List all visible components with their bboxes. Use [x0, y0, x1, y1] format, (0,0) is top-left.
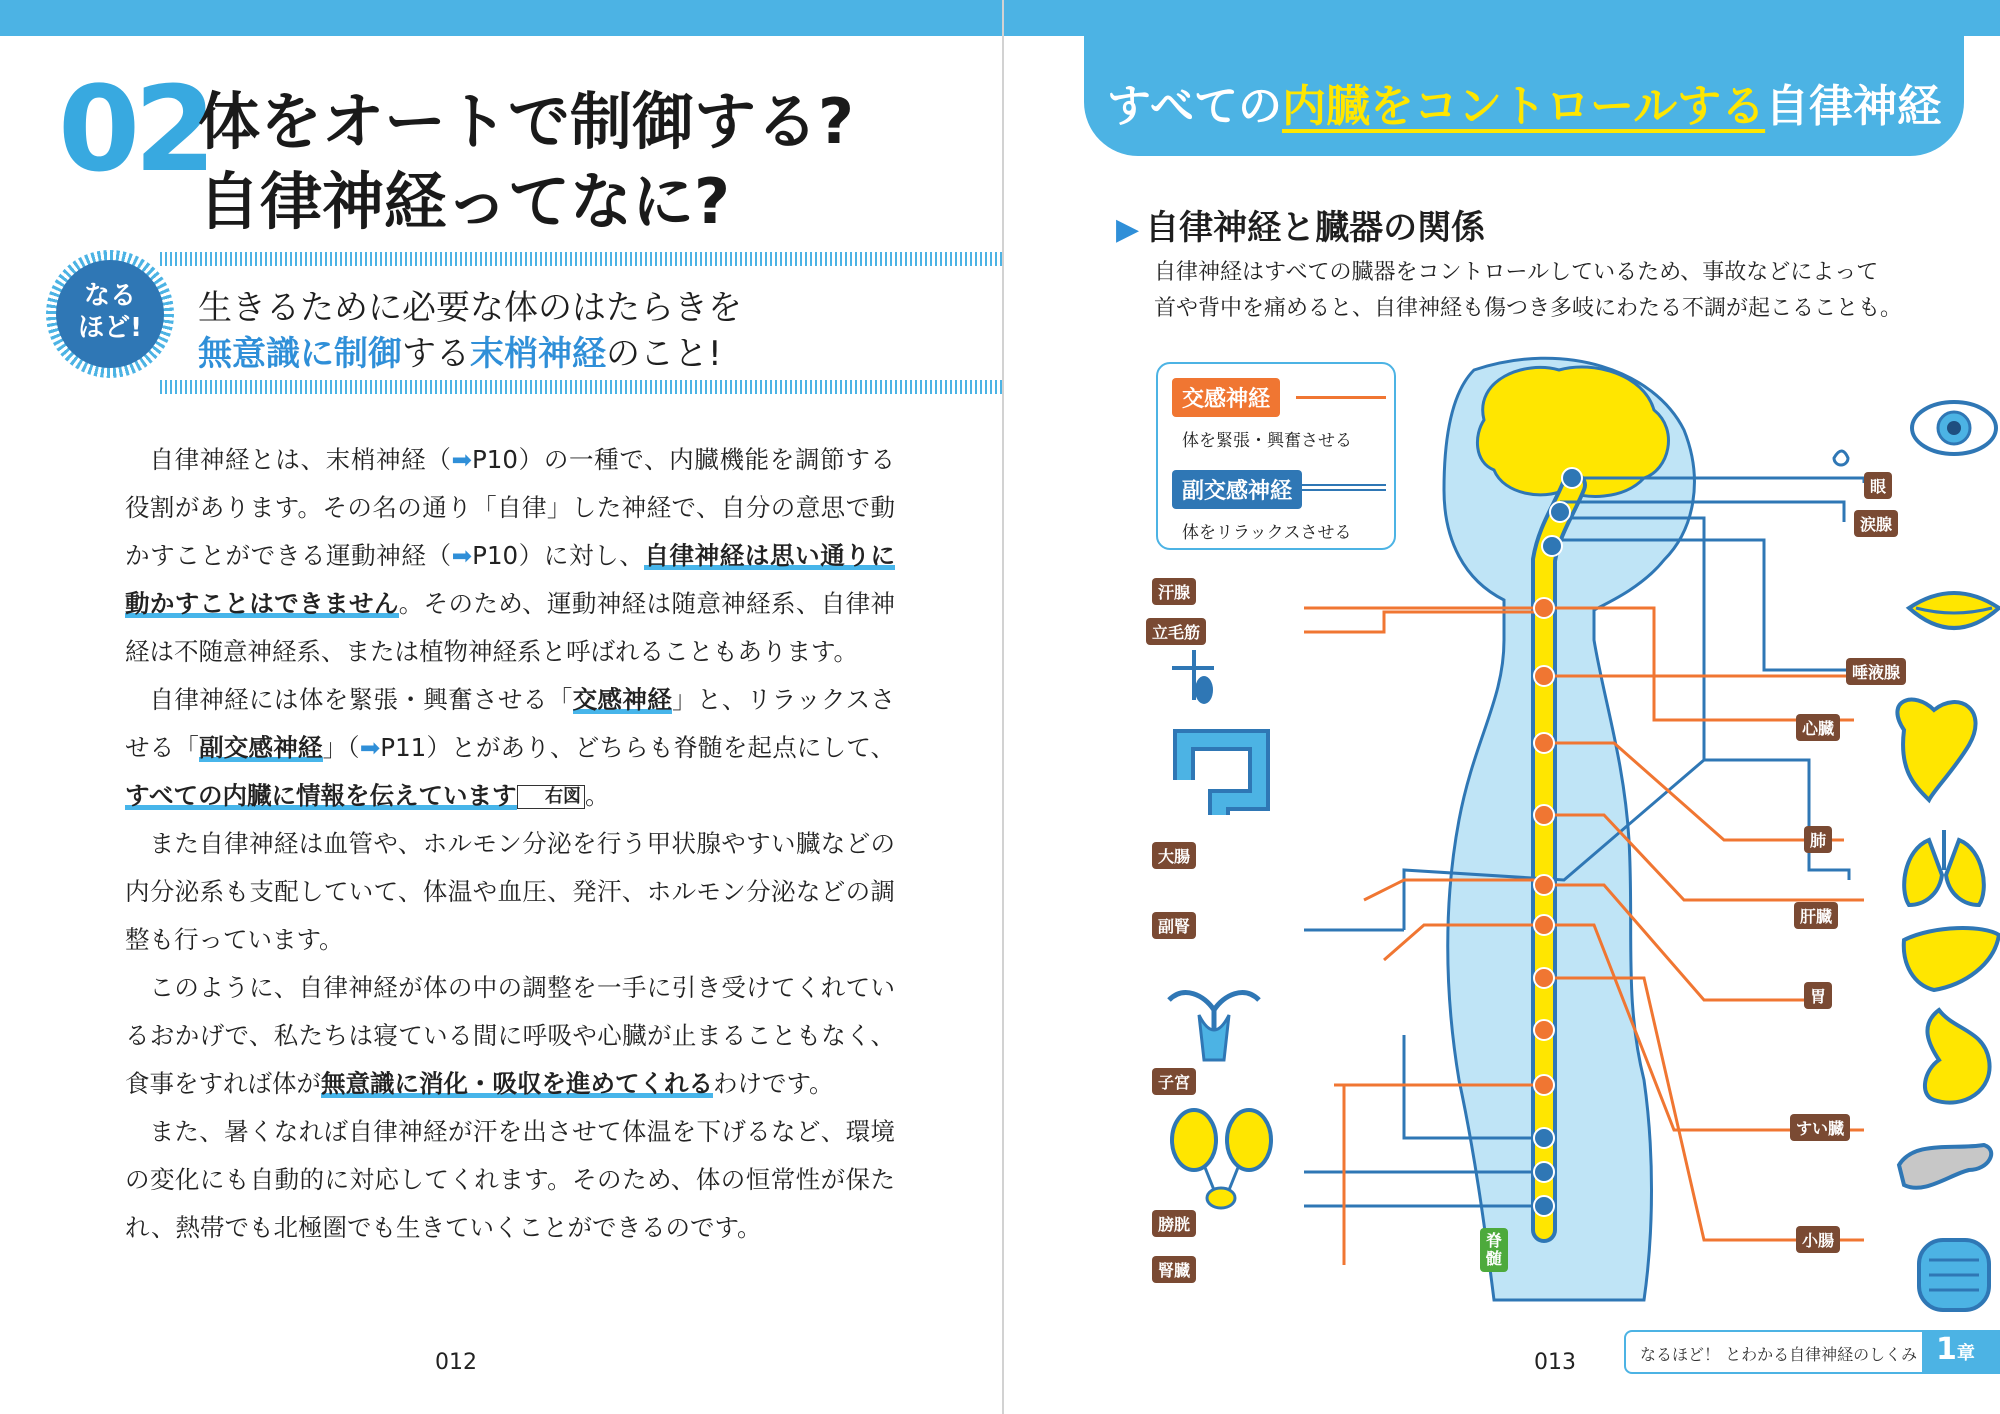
p2-underlined-3: すべての内臓に情報を伝えています — [125, 781, 517, 810]
p2-text-d: ）とがあり、どちらも脊髄を起点にして、 — [426, 733, 896, 762]
pancreas-icon — [1899, 1145, 1991, 1188]
label-salivary: 唾液腺 — [1846, 658, 1906, 685]
lead-line2 — [198, 326, 722, 375]
p2-underlined-2: 副交感神経 — [199, 733, 323, 762]
page-title-line2: 自律神経ってなに? — [198, 165, 730, 238]
label-lung: 肺 — [1804, 826, 1832, 853]
mouth-icon — [1909, 593, 1999, 628]
triangle-bullet-icon: ▶ — [1116, 212, 1140, 247]
paragraph-4 — [125, 964, 895, 1108]
lead-text-d: のこと! — [606, 334, 722, 374]
label-pancreas: すい臓 — [1790, 1114, 1850, 1141]
p4-text-b: わけです。 — [713, 1069, 834, 1098]
label-arrector-pili: 立毛筋 — [1146, 618, 1206, 645]
paragraph-1 — [125, 436, 895, 676]
header-text-a: すべての — [1106, 81, 1282, 132]
section-title-text: 自律神経と臓器の関係 — [1145, 208, 1486, 248]
arrow-icon: ➡ — [451, 445, 473, 474]
p1-ref1: P10 — [472, 445, 518, 474]
label-lacrimal: 涙腺 — [1854, 510, 1898, 537]
chapter-indicator — [1924, 1330, 2000, 1374]
page-title-line1: 体をオートで制御する? — [198, 85, 854, 158]
label-stomach: 胃 — [1804, 982, 1832, 1009]
small-intestine-icon — [1919, 1240, 1989, 1310]
label-heart: 心臓 — [1796, 714, 1840, 741]
footer-running-title: なるほど！ とわかる自律神経のしくみ — [1624, 1330, 1924, 1374]
label-uterus: 子宮 — [1152, 1068, 1196, 1095]
lead-highlight-c: 末梢神経 — [470, 334, 606, 374]
p1-ref2: P10 — [472, 541, 519, 570]
p2-text-c: 」（ — [322, 733, 360, 762]
top-band — [0, 0, 1002, 36]
legend-sympathetic-desc: 体を緊張・興奮させる — [1182, 431, 1352, 451]
lead-line1: 生きるために必要な体のはたらきを — [198, 288, 742, 328]
badge-line1: なる — [83, 281, 136, 311]
page-number-right: 013 — [1534, 1350, 1576, 1375]
legend-parasympathetic-desc: 体をリラックスさせる — [1182, 523, 1352, 543]
label-small-intestine: 小腸 — [1796, 1226, 1840, 1253]
label-adrenal: 副腎 — [1152, 912, 1196, 939]
stripe-divider-bottom — [160, 380, 1002, 394]
paragraph-2 — [125, 676, 895, 820]
right-page — [1004, 0, 2000, 1414]
p1-underlined: 自律神経は思い通りに動かすことはできません — [125, 541, 896, 618]
figure-ref-box: 右図 — [517, 785, 586, 809]
p4-underlined: 無意識に消化・吸収を進めてくれる — [321, 1069, 713, 1098]
badge-line2: ほど! — [78, 313, 142, 343]
diagram-legend — [1156, 362, 1396, 550]
header-banner — [1084, 36, 1964, 156]
eye-icon — [1834, 402, 1996, 465]
header-text-b: 自律神経 — [1765, 81, 1942, 132]
lead-text-b: する — [402, 334, 470, 374]
uterus-icon — [1169, 993, 1259, 1060]
page-number-left: 012 — [435, 1350, 477, 1375]
desc-line2: 首や背中を痛めると、自律神経も傷つき多岐にわたる不調が起こることも。 — [1154, 296, 1903, 321]
legend-parasympathetic-line — [1296, 484, 1386, 491]
p2-text-a: 自律神経には体を緊張・興奮させる「 — [149, 685, 573, 714]
arrow-icon: ➡ — [451, 541, 473, 570]
top-band-right — [1004, 0, 2000, 36]
paragraph-3: また自律神経は血管や、ホルモン分泌を行う甲状腺やすい臓などの内分泌系も支配していて、体温や血圧、発汗、ホルモン分泌などの調整も行っています。 — [125, 829, 895, 954]
section-description — [1154, 255, 1974, 327]
p2-text-b: 」と、リラックスさせる「 — [125, 685, 896, 762]
label-eye: 眼 — [1864, 472, 1892, 499]
p1-text-b: ）の一種で、内臓機能を調節する役割があります。その名の通り「自律」した神経で、自分の意思で動かすことができる運動神経（ — [125, 445, 895, 570]
header-highlight: 内臓をコントロールする — [1282, 81, 1766, 132]
hair-follicle-icon — [1172, 650, 1214, 704]
p2-text-e: 。 — [585, 781, 610, 810]
label-spinal-cord: 脊髄 — [1480, 1228, 1508, 1272]
chapter-suffix: 章 — [1956, 1343, 1975, 1364]
p2-ref: P11 — [380, 733, 427, 762]
large-intestine-icon — [1184, 740, 1259, 815]
label-large-intestine: 大腸 — [1152, 842, 1196, 869]
chapter-number: 1 — [1936, 1332, 1957, 1367]
legend-sympathetic-line — [1296, 396, 1386, 399]
p4-text-a: このように、自律神経が体の中の調整を一手に引き受けてくれているおかげで、私たちは寝ている間に呼吸や心臓が止まることもなく、食事をすれば体が — [125, 973, 895, 1098]
header-title — [1084, 70, 1964, 134]
p1-text-d: 。そのため、運動神経は随意神経系、自律神経は不随意神経系、または植物神経系と呼ばれることもあります。 — [125, 589, 896, 666]
legend-parasympathetic: 副交感神経 — [1172, 470, 1302, 509]
kidney-icon — [1172, 1110, 1271, 1208]
stomach-icon — [1925, 1010, 1990, 1103]
legend-sympathetic: 交感神経 — [1172, 378, 1280, 417]
section-title — [1116, 200, 1485, 249]
p1-text-c: ）に対し、 — [518, 541, 645, 570]
lungs-icon — [1904, 830, 1984, 905]
p1-text-a: 自律神経とは、末梢神経（ — [149, 445, 452, 474]
section-number: 02 — [58, 60, 211, 198]
paragraph-5: また、暑くなれば自律神経が汗を出させて体温を下げるなど、環境の変化にも自動的に対応してくれます。そのため、体の恒常性が保たれ、熱帯でも北極圏でも生きていくことができるのです。 — [125, 1117, 895, 1242]
label-sweat-gland: 汗腺 — [1152, 578, 1196, 605]
naruhodo-badge — [46, 250, 174, 378]
heart-icon — [1897, 700, 1975, 800]
liver-icon — [1904, 928, 1999, 990]
stripe-divider-top — [160, 252, 1002, 266]
label-kidney: 腎臓 — [1152, 1256, 1196, 1283]
label-liver: 肝臓 — [1794, 902, 1838, 929]
desc-line1: 自律神経はすべての臓器をコントロールしているため、事故などによって — [1154, 260, 1879, 285]
p2-underlined-1: 交感神経 — [572, 685, 673, 714]
label-bladder: 膀胱 — [1152, 1210, 1196, 1237]
lead-highlight-a: 無意識に制御 — [198, 334, 402, 374]
body-text — [125, 436, 895, 1252]
arrow-icon: ➡ — [359, 733, 381, 762]
